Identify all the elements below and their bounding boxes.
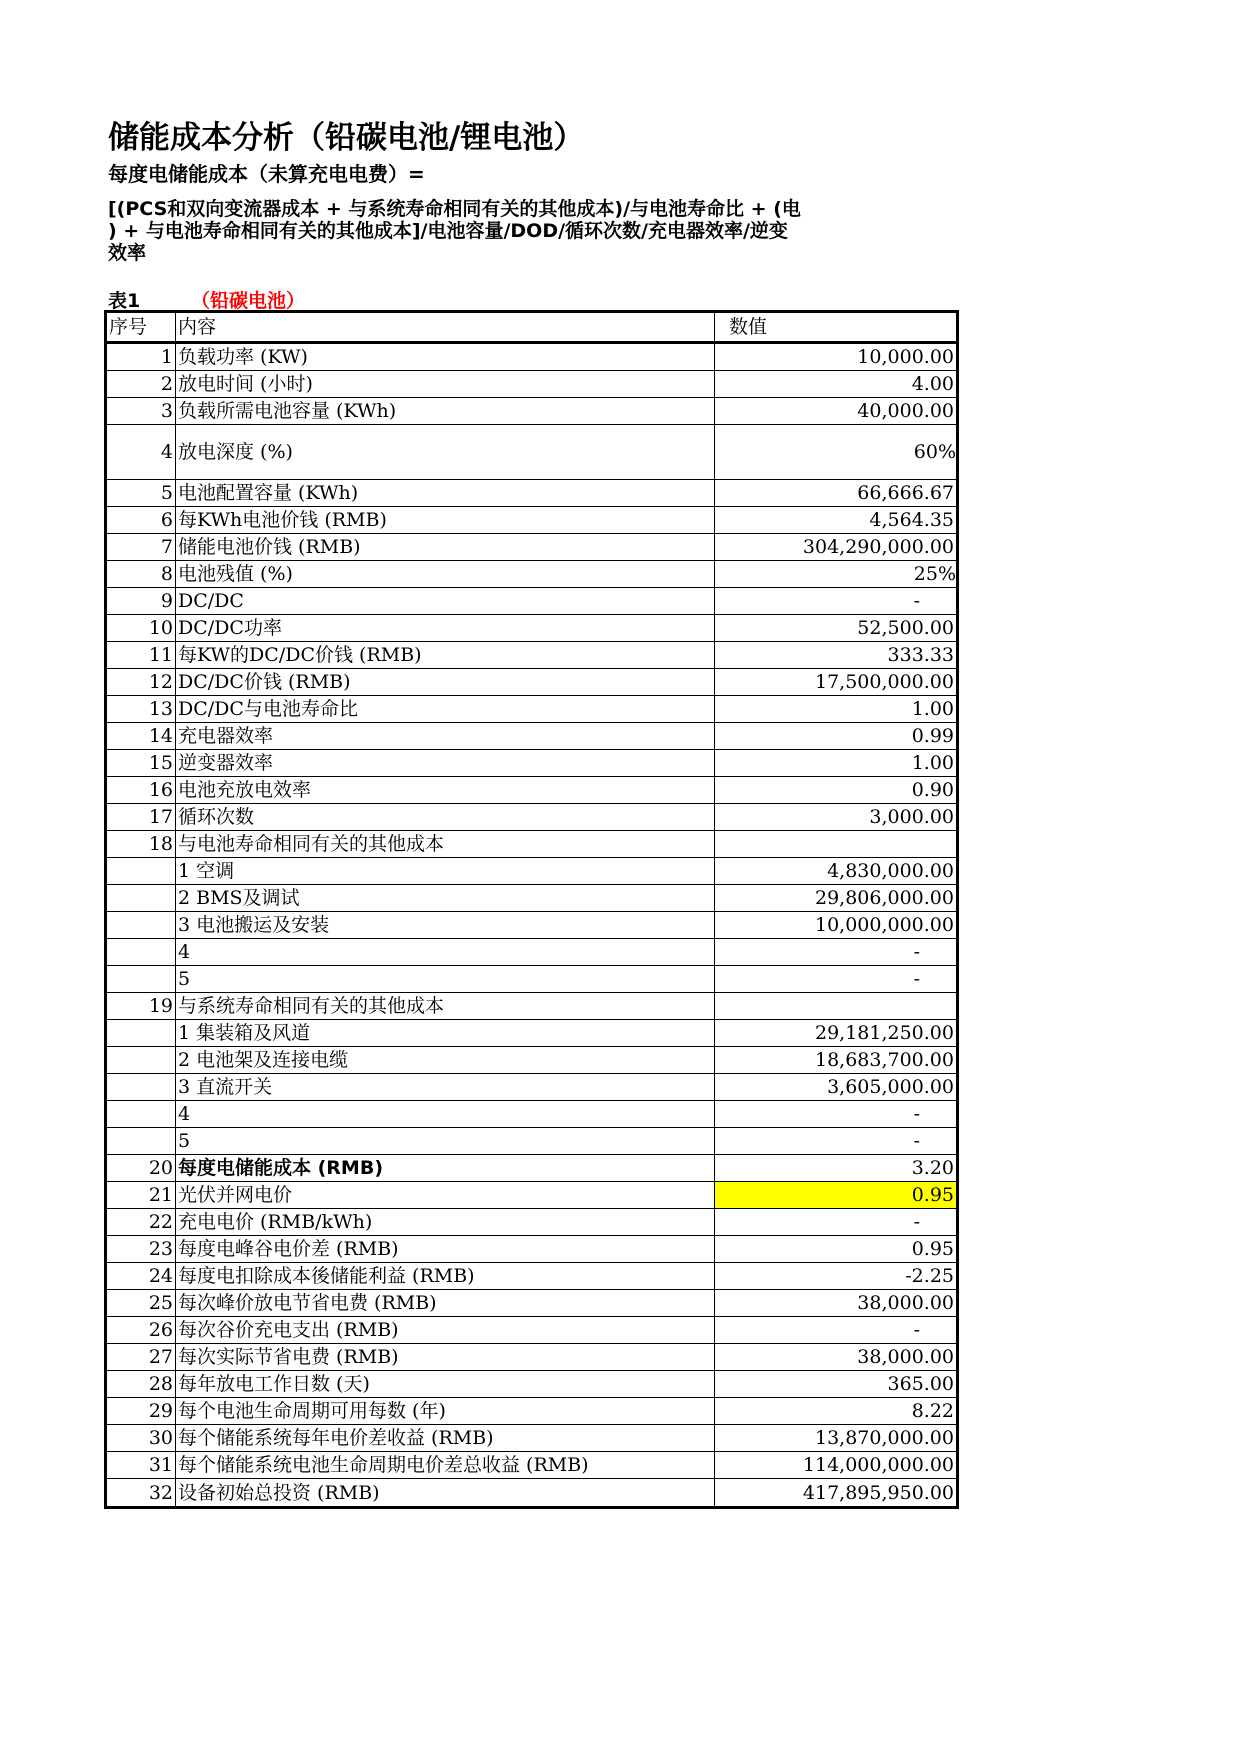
row-index-cell[interactable] (106, 1101, 176, 1128)
row-index-cell[interactable]: 6 (106, 507, 176, 534)
row-index-cell[interactable]: 20 (106, 1155, 176, 1182)
table-row (106, 750, 958, 777)
row-index-cell[interactable]: 12 (106, 669, 176, 696)
row-content-cell[interactable]: 1 空调 (176, 858, 715, 885)
table-row (106, 1047, 958, 1074)
row-content-cell[interactable]: 每度电储能成本 (RMB) (176, 1155, 715, 1182)
page-title: 储能成本分析（铅碳电池/锂电池） (108, 120, 585, 156)
formula-line: [(PCS和双向变流器成本 + 与系统寿命相同有关的其他成本)/与电池寿命比 + (电 (108, 198, 801, 220)
row-value-cell[interactable]: 40,000.00 (715, 398, 958, 425)
row-content-cell[interactable]: 电池配置容量 (KWh) (176, 480, 715, 507)
row-index-cell[interactable] (106, 939, 176, 966)
row-value-cell[interactable]: 114,000,000.00 (715, 1452, 958, 1479)
table-row (106, 696, 958, 723)
row-index-cell[interactable]: 5 (106, 480, 176, 507)
row-index-cell[interactable]: 7 (106, 534, 176, 561)
table-row (106, 1452, 958, 1479)
row-content-cell[interactable]: 每个电池生命周期可用每数 (年) (176, 1398, 715, 1425)
row-content-cell[interactable]: 3 电池搬运及安装 (176, 912, 715, 939)
row-content-cell[interactable]: 4 (176, 1101, 715, 1128)
row-index-cell[interactable]: 29 (106, 1398, 176, 1425)
row-index-cell[interactable] (106, 1128, 176, 1155)
row-content-cell[interactable]: 负载功率 (KW) (176, 343, 715, 371)
row-value-cell[interactable]: 18,683,700.00 (715, 1047, 958, 1074)
row-value-cell[interactable]: 1.00 (715, 696, 958, 723)
row-index-cell[interactable]: 32 (106, 1479, 176, 1508)
row-content-cell[interactable]: 4 (176, 939, 715, 966)
row-content-cell[interactable]: DC/DC价钱 (RMB) (176, 669, 715, 696)
row-index-cell[interactable]: 16 (106, 777, 176, 804)
row-value-cell[interactable]: 0.99 (715, 723, 958, 750)
table-row (106, 561, 958, 588)
row-value-cell[interactable]: 29,181,250.00 (715, 1020, 958, 1047)
row-content-cell[interactable]: 2 电池架及连接电缆 (176, 1047, 715, 1074)
row-index-cell[interactable] (106, 912, 176, 939)
row-value-cell[interactable]: 8.22 (715, 1398, 958, 1425)
table-row (106, 1317, 958, 1344)
table-row (106, 1236, 958, 1263)
row-content-cell[interactable]: 5 (176, 1128, 715, 1155)
row-content-cell[interactable]: 每年放电工作日数 (天) (176, 1371, 715, 1398)
row-content-cell[interactable]: 每度电峰谷电价差 (RMB) (176, 1236, 715, 1263)
table-row (106, 1425, 958, 1452)
row-index-cell[interactable]: 15 (106, 750, 176, 777)
row-index-cell[interactable]: 21 (106, 1182, 176, 1209)
row-content-cell[interactable]: DC/DC与电池寿命比 (176, 696, 715, 723)
row-index-cell[interactable]: 22 (106, 1209, 176, 1236)
row-index-cell[interactable]: 1 (106, 343, 176, 371)
row-value-cell[interactable]: 417,895,950.00 (715, 1479, 958, 1508)
formula-line: ) + 与电池寿命相同有关的其他成本]/电池容量/DOD/循环次数/充电器效率/逆变 (108, 220, 788, 242)
table-row (106, 480, 958, 507)
table-header-row (106, 312, 958, 343)
table-row (106, 939, 958, 966)
row-index-cell[interactable]: 30 (106, 1425, 176, 1452)
row-value-cell[interactable]: 4,564.35 (715, 507, 958, 534)
row-value-cell[interactable] (715, 831, 958, 858)
row-content-cell[interactable]: 电池残值 (%) (176, 561, 715, 588)
row-value-cell[interactable]: -2.25 (715, 1263, 958, 1290)
formula-line: 效率 (108, 242, 147, 264)
row-value-cell[interactable]: 365.00 (715, 1371, 958, 1398)
row-index-cell[interactable]: 23 (106, 1236, 176, 1263)
row-content-cell[interactable]: 每KWh电池价钱 (RMB) (176, 507, 715, 534)
row-index-cell[interactable]: 3 (106, 398, 176, 425)
row-value-cell[interactable]: 0.95 (715, 1182, 958, 1209)
row-index-cell[interactable]: 19 (106, 993, 176, 1020)
row-content-cell[interactable]: 每个储能系统电池生命周期电价差总收益 (RMB) (176, 1452, 715, 1479)
row-index-cell[interactable] (106, 858, 176, 885)
row-content-cell[interactable]: DC/DC (176, 588, 715, 615)
row-value-cell[interactable]: - (715, 966, 958, 993)
row-value-cell[interactable]: 1.00 (715, 750, 958, 777)
row-content-cell[interactable]: 设备初始总投资 (RMB) (176, 1479, 715, 1508)
table-row (106, 1344, 958, 1371)
table-row (106, 534, 958, 561)
row-index-cell[interactable]: 31 (106, 1452, 176, 1479)
table-row (106, 1263, 958, 1290)
table-row (106, 1074, 958, 1101)
table-row (106, 804, 958, 831)
row-index-cell[interactable]: 28 (106, 1371, 176, 1398)
row-index-cell[interactable] (106, 1020, 176, 1047)
row-value-cell[interactable]: 17,500,000.00 (715, 669, 958, 696)
table-row (106, 398, 958, 425)
header-index[interactable]: 序号 (106, 312, 176, 343)
page-subtitle: 每度电储能成本（未算充电电费）= (108, 162, 425, 186)
row-value-cell[interactable]: - (715, 588, 958, 615)
table-name: （铅碳电池） (191, 290, 306, 312)
row-content-cell[interactable]: 与系统寿命相同有关的其他成本 (176, 993, 715, 1020)
row-content-cell[interactable]: 负载所需电池容量 (KWh) (176, 398, 715, 425)
table-row (106, 831, 958, 858)
table-row (106, 993, 958, 1020)
table-row (106, 343, 958, 371)
row-value-cell[interactable]: - (715, 1101, 958, 1128)
row-index-cell[interactable]: 2 (106, 371, 176, 398)
row-value-cell[interactable]: 304,290,000.00 (715, 534, 958, 561)
row-content-cell[interactable]: 每次谷价充电支出 (RMB) (176, 1317, 715, 1344)
table-row (106, 588, 958, 615)
row-content-cell[interactable]: 5 (176, 966, 715, 993)
row-index-cell[interactable]: 26 (106, 1317, 176, 1344)
table-row (106, 507, 958, 534)
row-index-cell[interactable]: 17 (106, 804, 176, 831)
table-row (106, 1479, 958, 1508)
row-index-cell[interactable]: 25 (106, 1290, 176, 1317)
row-value-cell[interactable]: - (715, 1128, 958, 1155)
row-index-cell[interactable] (106, 1047, 176, 1074)
table-row (106, 1290, 958, 1317)
table-row (106, 966, 958, 993)
row-index-cell[interactable] (106, 1074, 176, 1101)
row-content-cell[interactable]: 每次实际节省电费 (RMB) (176, 1344, 715, 1371)
row-content-cell[interactable]: 逆变器效率 (176, 750, 715, 777)
row-index-cell[interactable]: 24 (106, 1263, 176, 1290)
row-content-cell[interactable]: 循环次数 (176, 804, 715, 831)
row-index-cell[interactable]: 18 (106, 831, 176, 858)
row-value-cell[interactable]: 29,806,000.00 (715, 885, 958, 912)
table-row (106, 615, 958, 642)
row-content-cell[interactable]: 2 BMS及调试 (176, 885, 715, 912)
row-value-cell[interactable]: 38,000.00 (715, 1344, 958, 1371)
row-value-cell[interactable]: 4.00 (715, 371, 958, 398)
row-index-cell[interactable]: 27 (106, 1344, 176, 1371)
row-index-cell[interactable] (106, 885, 176, 912)
formula-text (108, 198, 926, 268)
table-row (106, 1155, 958, 1182)
table-row (106, 1398, 958, 1425)
table-row (106, 723, 958, 750)
row-value-cell[interactable]: 333.33 (715, 642, 958, 669)
row-content-cell[interactable]: 每KW的DC/DC价钱 (RMB) (176, 642, 715, 669)
table-row (106, 1182, 958, 1209)
row-index-cell[interactable] (106, 966, 176, 993)
table-row (106, 912, 958, 939)
row-value-cell[interactable]: - (715, 1317, 958, 1344)
row-value-cell[interactable]: - (715, 1209, 958, 1236)
row-value-cell[interactable]: 60% (715, 425, 958, 480)
table-row (106, 1101, 958, 1128)
row-value-cell[interactable]: 25% (715, 561, 958, 588)
row-value-cell[interactable]: 0.90 (715, 777, 958, 804)
row-value-cell[interactable]: 38,000.00 (715, 1290, 958, 1317)
table-row (106, 1020, 958, 1047)
row-value-cell[interactable]: 4,830,000.00 (715, 858, 958, 885)
table-row (106, 1371, 958, 1398)
row-content-cell[interactable]: 放电深度 (%) (176, 425, 715, 480)
table-row (106, 642, 958, 669)
row-value-cell[interactable]: - (715, 939, 958, 966)
row-value-cell[interactable]: 13,870,000.00 (715, 1425, 958, 1452)
row-content-cell[interactable]: 充电器效率 (176, 723, 715, 750)
table-row (106, 858, 958, 885)
row-content-cell[interactable]: 每度电扣除成本後储能利益 (RMB) (176, 1263, 715, 1290)
row-content-cell[interactable]: 与电池寿命相同有关的其他成本 (176, 831, 715, 858)
row-index-cell[interactable]: 14 (106, 723, 176, 750)
table-row (106, 669, 958, 696)
row-value-cell[interactable] (715, 993, 958, 1020)
table-row (106, 885, 958, 912)
table-label: 表1 (108, 290, 141, 312)
row-content-cell[interactable]: 3 直流开关 (176, 1074, 715, 1101)
row-value-cell[interactable]: 66,666.67 (715, 480, 958, 507)
row-value-cell[interactable]: 52,500.00 (715, 615, 958, 642)
row-value-cell[interactable]: 3,605,000.00 (715, 1074, 958, 1101)
cost-table (104, 310, 959, 1509)
row-value-cell[interactable]: 3.20 (715, 1155, 958, 1182)
row-value-cell[interactable]: 0.95 (715, 1236, 958, 1263)
row-index-cell[interactable]: 4 (106, 425, 176, 480)
row-value-cell[interactable]: 10,000,000.00 (715, 912, 958, 939)
row-index-cell[interactable]: 10 (106, 615, 176, 642)
row-content-cell[interactable]: 放电时间 (小时) (176, 371, 715, 398)
table-row (106, 371, 958, 398)
table-row (106, 425, 958, 480)
row-value-cell[interactable]: 10,000.00 (715, 343, 958, 371)
row-content-cell[interactable]: 光伏并网电价 (176, 1182, 715, 1209)
header-content[interactable]: 内容 (176, 312, 715, 343)
table-row (106, 1209, 958, 1236)
table-row (106, 777, 958, 804)
row-content-cell[interactable]: 1 集装箱及风道 (176, 1020, 715, 1047)
row-content-cell[interactable]: 电池充放电效率 (176, 777, 715, 804)
table-row (106, 1128, 958, 1155)
row-content-cell[interactable]: 储能电池价钱 (RMB) (176, 534, 715, 561)
row-index-cell[interactable]: 11 (106, 642, 176, 669)
row-content-cell[interactable]: DC/DC功率 (176, 615, 715, 642)
row-content-cell[interactable]: 每次峰价放电节省电费 (RMB) (176, 1290, 715, 1317)
row-index-cell[interactable]: 8 (106, 561, 176, 588)
header-value[interactable]: 数值 (715, 312, 958, 343)
row-index-cell[interactable]: 13 (106, 696, 176, 723)
row-content-cell[interactable]: 充电电价 (RMB/kWh) (176, 1209, 715, 1236)
row-value-cell[interactable]: 3,000.00 (715, 804, 958, 831)
row-index-cell[interactable]: 9 (106, 588, 176, 615)
row-content-cell[interactable]: 每个储能系统每年电价差收益 (RMB) (176, 1425, 715, 1452)
